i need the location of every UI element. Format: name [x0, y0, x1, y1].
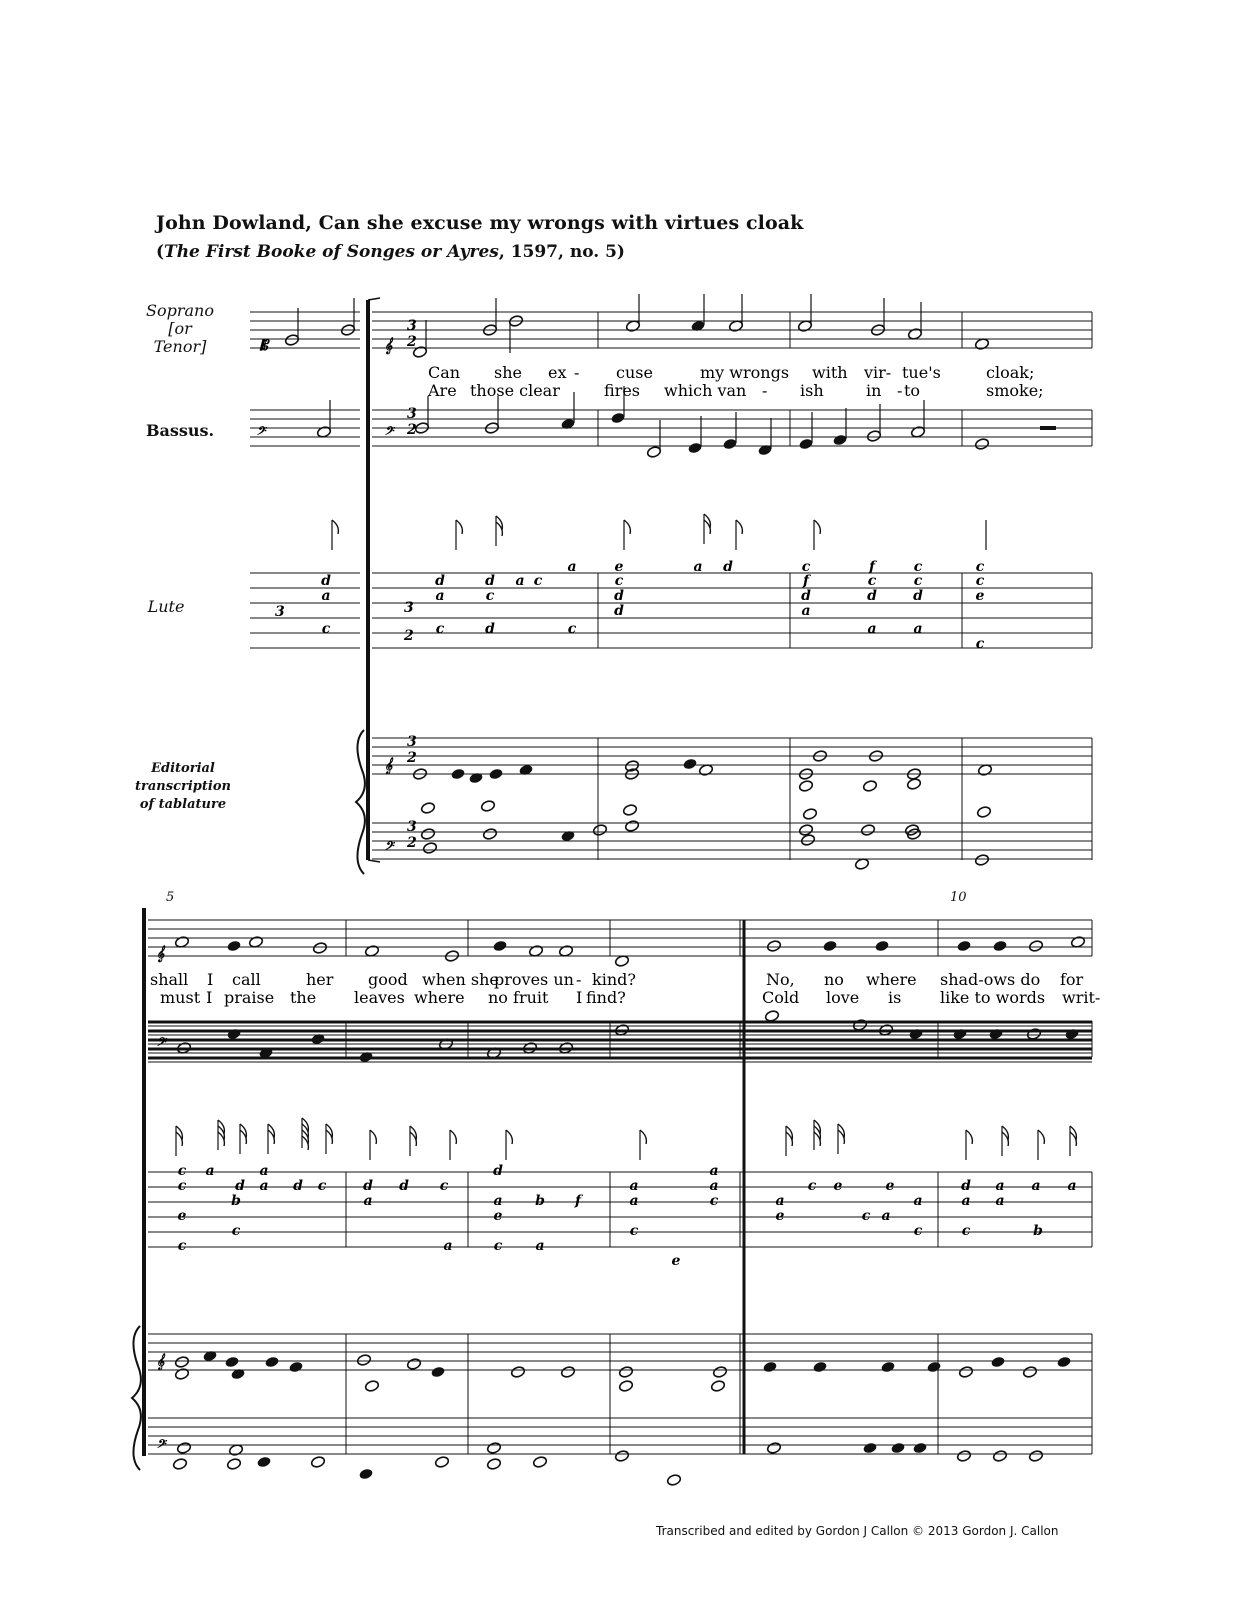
- lute-tab-letter: e: [671, 1253, 681, 1269]
- lyric-verse1: good: [368, 970, 408, 989]
- lyric-verse2: which van: [664, 381, 747, 400]
- rhythm-flag: [450, 1130, 456, 1144]
- lute-tab-letter: a: [535, 1238, 545, 1254]
- lyric-verse2: must: [160, 988, 201, 1007]
- rhythm-flag: [332, 520, 338, 534]
- piano-bass-note: [480, 800, 495, 813]
- piano-treble-note: [430, 1366, 445, 1379]
- piano-bass-note: [802, 808, 817, 821]
- piano-treble-note: [618, 1366, 633, 1379]
- lute-tab-letter: c: [913, 573, 923, 589]
- lute-tab-letter: a: [913, 1193, 923, 1209]
- lute-tab-letter: a: [443, 1238, 453, 1254]
- lute-tab-letter: d: [614, 603, 624, 619]
- lute-tab-letter: c: [177, 1238, 187, 1254]
- lyric-verse2: like to words: [940, 988, 1046, 1007]
- piano-treble-note: [926, 1361, 941, 1374]
- lute-tab-letter: a: [363, 1193, 373, 1209]
- lyric-verse2: no fruit: [488, 988, 549, 1007]
- alto-clef: 𝄡: [260, 338, 268, 354]
- lute-tab-letter: b: [1033, 1223, 1043, 1239]
- lute-tab-letter: d: [485, 621, 495, 637]
- time-sig-top: 3: [407, 318, 417, 334]
- soprano-note: [312, 942, 327, 955]
- lute-tab-letter: d: [867, 588, 877, 604]
- piano-bass-note: [992, 1450, 1007, 1463]
- piano-bass-note: [486, 1442, 501, 1455]
- treble-clef: 𝄞: [384, 758, 393, 774]
- lute-tab-letter: a: [493, 1193, 503, 1209]
- lyric-verse1: ex: [548, 363, 567, 382]
- piano-bass-note: [358, 1468, 373, 1481]
- bassus-note: [798, 438, 813, 451]
- lyric-verse2: fires: [604, 381, 640, 400]
- bass-clef: 𝄢: [156, 1438, 166, 1454]
- lute-tab-letter: c: [317, 1178, 327, 1194]
- piano-treble-note: [990, 1356, 1005, 1369]
- lyric-verse1: for: [1060, 970, 1084, 989]
- lyric-verse2: in: [866, 381, 882, 400]
- lute-tab-letter: a: [913, 621, 923, 637]
- lyric-verse2: smoke;: [986, 381, 1044, 400]
- treble-clef: 𝄞: [156, 1354, 165, 1370]
- piano-bass-note: [176, 1442, 191, 1455]
- lute-tab-letter: a: [693, 559, 703, 575]
- piano-bass-note: [974, 854, 989, 867]
- bass-clef: 𝄢: [384, 425, 394, 441]
- lute-incipit-time: 3: [275, 604, 285, 620]
- piano-bass-note: [1028, 1450, 1043, 1463]
- lute-tab-letter: c: [485, 588, 495, 604]
- lute-tab-letter: c: [913, 559, 923, 575]
- lute-tab-letter: c: [867, 573, 877, 589]
- bassus-note: [974, 438, 989, 451]
- piano-treble-note: [288, 1361, 303, 1374]
- lute-tab-letter: a: [995, 1193, 1005, 1209]
- piano-bass-note: [622, 804, 637, 817]
- lyric-verse1: where: [866, 970, 917, 989]
- rhythm-flag: [736, 520, 742, 534]
- lute-time-bottom: 2: [404, 628, 414, 644]
- piano-bass-note: [976, 806, 991, 819]
- time-sig-top: 3: [407, 406, 417, 422]
- lyric-verse2: the: [290, 988, 317, 1007]
- piano-treble-note: [682, 758, 697, 771]
- piano-bass-note: [592, 824, 607, 837]
- time-sig-bottom: 2: [407, 835, 417, 851]
- lyric-verse2: I: [576, 988, 583, 1007]
- piano-treble-note: [230, 1368, 245, 1381]
- lute-tab-letter: b: [231, 1193, 241, 1209]
- lyric-verse1: I: [207, 970, 214, 989]
- lute-tab-letter: c: [321, 621, 331, 637]
- piano-bass-note: [890, 1442, 905, 1455]
- lute-tab-letter: c: [629, 1223, 639, 1239]
- lute-tab-letter: c: [567, 621, 577, 637]
- rhythm-flag: [506, 1130, 512, 1144]
- lute-tab-letter: d: [321, 573, 331, 589]
- rhythm-flag: [456, 520, 462, 534]
- lute-tab-letter: c: [614, 573, 624, 589]
- lute-tab-letter: e: [885, 1178, 895, 1194]
- lyric-verse2: praise: [224, 988, 275, 1007]
- lyric-verse2: -: [897, 381, 903, 400]
- lute-tab-letter: e: [177, 1208, 187, 1224]
- lyric-verse1: call: [232, 970, 261, 989]
- lyric-verse2: I: [206, 988, 213, 1007]
- piano-treble-note: [174, 1356, 189, 1369]
- lute-tab-letter: d: [913, 588, 923, 604]
- lyric-verse1: no: [824, 970, 844, 989]
- lute-tab-letter: a: [259, 1163, 269, 1179]
- lyric-verse1: vir-: [864, 363, 892, 382]
- lute-tab-letter: c: [975, 559, 985, 575]
- bassus-note: [757, 444, 772, 457]
- piano-bass-note: [532, 1456, 547, 1469]
- piano-treble-note: [906, 778, 921, 791]
- lyric-verse2: Cold: [762, 988, 800, 1007]
- bassus-label: Bassus.: [145, 421, 215, 440]
- soprano-note: [956, 940, 971, 953]
- bassus-note: [610, 412, 625, 425]
- piano-treble-note: [862, 780, 877, 793]
- lute-tab-letter: a: [1067, 1178, 1077, 1194]
- piano-bass-note: [912, 1442, 927, 1455]
- rhythm-flag: [624, 520, 630, 534]
- time-sig-bottom: 2: [407, 422, 417, 438]
- work-title: The First Booke of Songes or Ayres: [164, 242, 499, 262]
- lyric-verse2: to: [904, 381, 921, 400]
- lyric-verse2: find?: [586, 988, 626, 1007]
- lyric-verse2: where: [414, 988, 465, 1007]
- lute-tab-letter: a: [775, 1193, 785, 1209]
- piano-treble-note: [174, 1368, 189, 1381]
- piano-bass-note: [420, 802, 435, 815]
- lyric-verse1: shall: [150, 970, 189, 989]
- soprano-note: [822, 940, 837, 953]
- page-title: John Dowland, Can she excuse my wrongs with virtues cloak: [156, 212, 804, 234]
- footer-credit: Transcribed and edited by Gordon J Callon © 2013 Gordon J. Callon: [656, 1524, 1059, 1538]
- lyric-verse1: my wrongs: [700, 363, 790, 382]
- lute-label: Lute: [147, 597, 185, 616]
- piano-treble-note: [510, 1366, 525, 1379]
- piano-treble-note: [356, 1354, 371, 1367]
- lute-tab-letter: d: [435, 573, 445, 589]
- lute-tab-letter: d: [399, 1178, 409, 1194]
- piano-bass-note: [860, 824, 875, 837]
- lute-tab-letter: d: [493, 1163, 503, 1179]
- lyric-verse2: love: [826, 988, 860, 1007]
- piano-brace: [132, 1326, 141, 1470]
- lute-time-top: 3: [404, 600, 414, 616]
- piano-treble-note: [1056, 1356, 1071, 1369]
- treble-clef: 𝄞: [384, 338, 393, 354]
- piano-treble-note: [406, 1358, 421, 1371]
- lyric-verse1: -: [576, 970, 582, 989]
- rhythm-flag: [814, 520, 820, 534]
- piano-bass-note: [226, 1458, 241, 1471]
- soprano-note: [1028, 940, 1043, 953]
- lute-tab-letter: c: [801, 559, 811, 575]
- lyric-verse1: when she: [422, 970, 499, 989]
- lyric-verse2: those clear: [470, 381, 560, 400]
- piano-bass-note: [256, 1456, 271, 1469]
- rhythm-flag: [966, 1130, 972, 1144]
- system-bracket: [368, 860, 380, 862]
- lute-tab-letter: c: [231, 1223, 241, 1239]
- piano-treble-note: [560, 1366, 575, 1379]
- piano-treble-note: [958, 1366, 973, 1379]
- lyric-verse1: cloak;: [986, 363, 1035, 382]
- bass-clef: 𝄢: [156, 1036, 166, 1052]
- lyric-verse1: tue's: [902, 363, 941, 382]
- piano-bass-note: [614, 1450, 629, 1463]
- lute-tab-letter: d: [614, 588, 624, 604]
- lyric-verse2: leaves: [354, 988, 405, 1007]
- lute-tab-letter: a: [1031, 1178, 1041, 1194]
- piano-treble-note: [468, 772, 483, 785]
- piano-treble-note: [1022, 1366, 1037, 1379]
- lute-tab-letter: a: [995, 1178, 1005, 1194]
- piano-bass-note: [800, 834, 815, 847]
- lyric-verse1: proves un: [494, 970, 574, 989]
- time-sig-top: 3: [407, 734, 417, 750]
- lute-tab-letter: a: [629, 1178, 639, 1194]
- lute-tab-letter: c: [177, 1178, 187, 1194]
- lute-tab-letter: a: [961, 1193, 971, 1209]
- lyric-verse1: -: [574, 363, 580, 382]
- lute-tab-letter: e: [975, 588, 985, 604]
- lute-tab-letter: d: [723, 559, 733, 575]
- lute-tab-letter: c: [975, 573, 985, 589]
- piano-treble-note: [798, 780, 813, 793]
- lyric-verse1: kind?: [592, 970, 636, 989]
- lute-tab-letter: e: [493, 1208, 503, 1224]
- piano-treble-note: [618, 1380, 633, 1393]
- piano-bass-note: [310, 1456, 325, 1469]
- lyric-verse2: Are: [428, 381, 457, 400]
- piano-bass-note: [434, 1456, 449, 1469]
- system-bracket: [368, 298, 380, 300]
- soprano-note: [226, 940, 241, 953]
- lyric-verse1: shad-ows do: [940, 970, 1041, 989]
- lute-tab-letter: a: [709, 1163, 719, 1179]
- lute-tab-letter: d: [235, 1178, 245, 1194]
- soprano-label: Soprano [or Tenor]: [146, 301, 214, 356]
- lute-tab-letter: e: [614, 559, 624, 575]
- lyric-verse1: Can: [428, 363, 461, 382]
- lute-tab-letter: b: [535, 1193, 545, 1209]
- piano-bass-note: [482, 828, 497, 841]
- soprano-incipit-note: [284, 334, 299, 347]
- lyric-verse1: she: [494, 363, 522, 382]
- lute-tab-letter: c: [913, 1223, 923, 1239]
- bass-clef: 𝄢: [256, 425, 266, 441]
- lyric-verse1: her: [306, 970, 334, 989]
- lute-tab-letter: f: [802, 573, 810, 589]
- lute-tab-letter: a: [567, 559, 577, 575]
- lute-tab-letter: a: [259, 1178, 269, 1194]
- lute-tab-letter: d: [485, 573, 495, 589]
- piano-treble-note: [812, 1361, 827, 1374]
- lute-tab-letter: a: [435, 588, 445, 604]
- measure-number-5: 5: [166, 890, 175, 905]
- lute-tab-letter: c: [961, 1223, 971, 1239]
- lute-tab-letter: a: [867, 621, 877, 637]
- treble-clef: 𝄞: [156, 946, 165, 962]
- lute-tab-letter: e: [833, 1178, 843, 1194]
- piano-bass-note: [172, 1458, 187, 1471]
- lute-tab-letter: c: [709, 1193, 719, 1209]
- lute-tab-letter: c: [533, 573, 543, 589]
- piano-brace: [356, 730, 365, 874]
- time-sig-bottom: 2: [407, 750, 417, 766]
- piano-treble-note: [880, 1361, 895, 1374]
- lyric-verse1: cuse: [616, 363, 653, 382]
- piano-treble-note: [762, 1361, 777, 1374]
- lute-tab-letter: c: [861, 1208, 871, 1224]
- lute-tab-letter: a: [629, 1193, 639, 1209]
- lyric-verse2: ish: [800, 381, 824, 400]
- lyric-verse1: with: [812, 363, 848, 382]
- lute-tab-letter: d: [293, 1178, 303, 1194]
- lute-tab-letter: a: [709, 1178, 719, 1194]
- piano-bass-note: [862, 1442, 877, 1455]
- lyric-verse2: -: [762, 381, 768, 400]
- bassus-note: [866, 430, 881, 443]
- piano-bass-note: [624, 820, 639, 833]
- lute-tab-letter: f: [868, 559, 876, 575]
- piano-bass-note: [666, 1474, 681, 1487]
- piano-treble-note: [450, 768, 465, 781]
- piano-treble-note: [364, 1380, 379, 1393]
- piano-treble-note: [712, 1366, 727, 1379]
- bass-clef: 𝄢: [384, 840, 394, 856]
- piano-bass-note: [422, 842, 437, 855]
- lute-tab-letter: a: [881, 1208, 891, 1224]
- rhythm-flag: [1038, 1130, 1044, 1144]
- piano-treble-note: [224, 1356, 239, 1369]
- bassus-note: [832, 434, 847, 447]
- soprano-note: [992, 940, 1007, 953]
- lyric-verse1: No,: [766, 970, 795, 989]
- lute-tab-letter: c: [177, 1163, 187, 1179]
- lute-tab-letter: a: [205, 1163, 215, 1179]
- measure-number-10: 10: [950, 890, 967, 905]
- lute-tab-letter: d: [801, 588, 811, 604]
- lute-tab-letter: f: [574, 1193, 582, 1209]
- piano-treble-note: [488, 768, 503, 781]
- lute-tab-letter: c: [493, 1238, 503, 1254]
- piano-treble-note: [264, 1356, 279, 1369]
- piano-bass-note: [486, 1458, 501, 1471]
- bassus-note: [722, 438, 737, 451]
- bassus-note: [646, 446, 661, 459]
- piano-bass-note: [420, 828, 435, 841]
- time-sig-top: 3: [407, 819, 417, 835]
- lute-tab-letter: c: [975, 636, 985, 652]
- lyric-verse2: is: [888, 988, 902, 1007]
- rhythm-flag: [370, 1130, 376, 1144]
- soprano-note: [766, 940, 781, 953]
- page-subtitle: (The First Booke of Songes or Ayres, 1597, no. 5): [156, 242, 625, 262]
- soprano-note: [492, 940, 507, 953]
- lute-tab-letter: a: [515, 573, 525, 589]
- piano-bass-note: [798, 824, 813, 837]
- rhythm-flag: [640, 1130, 646, 1144]
- lute-tab-letter: c: [439, 1178, 449, 1194]
- lute-tab-letter: a: [321, 588, 331, 604]
- lute-tab-letter: a: [801, 603, 811, 619]
- piano-bass-note: [956, 1450, 971, 1463]
- lute-tab-letter: c: [435, 621, 445, 637]
- lute-tab-letter: e: [775, 1208, 785, 1224]
- soprano-note: [874, 940, 889, 953]
- piano-treble-note: [710, 1380, 725, 1393]
- lyric-verse2: writ-: [1062, 988, 1101, 1007]
- piano-bass-note: [766, 1442, 781, 1455]
- lute-tab-letter: c: [807, 1178, 817, 1194]
- lute-tab-letter: d: [961, 1178, 971, 1194]
- editorial-label: Editorial transcription of tablature: [135, 761, 231, 812]
- bassus-note: [687, 442, 702, 455]
- lute-tab-letter: d: [363, 1178, 373, 1194]
- time-sig-bottom: 2: [407, 334, 417, 350]
